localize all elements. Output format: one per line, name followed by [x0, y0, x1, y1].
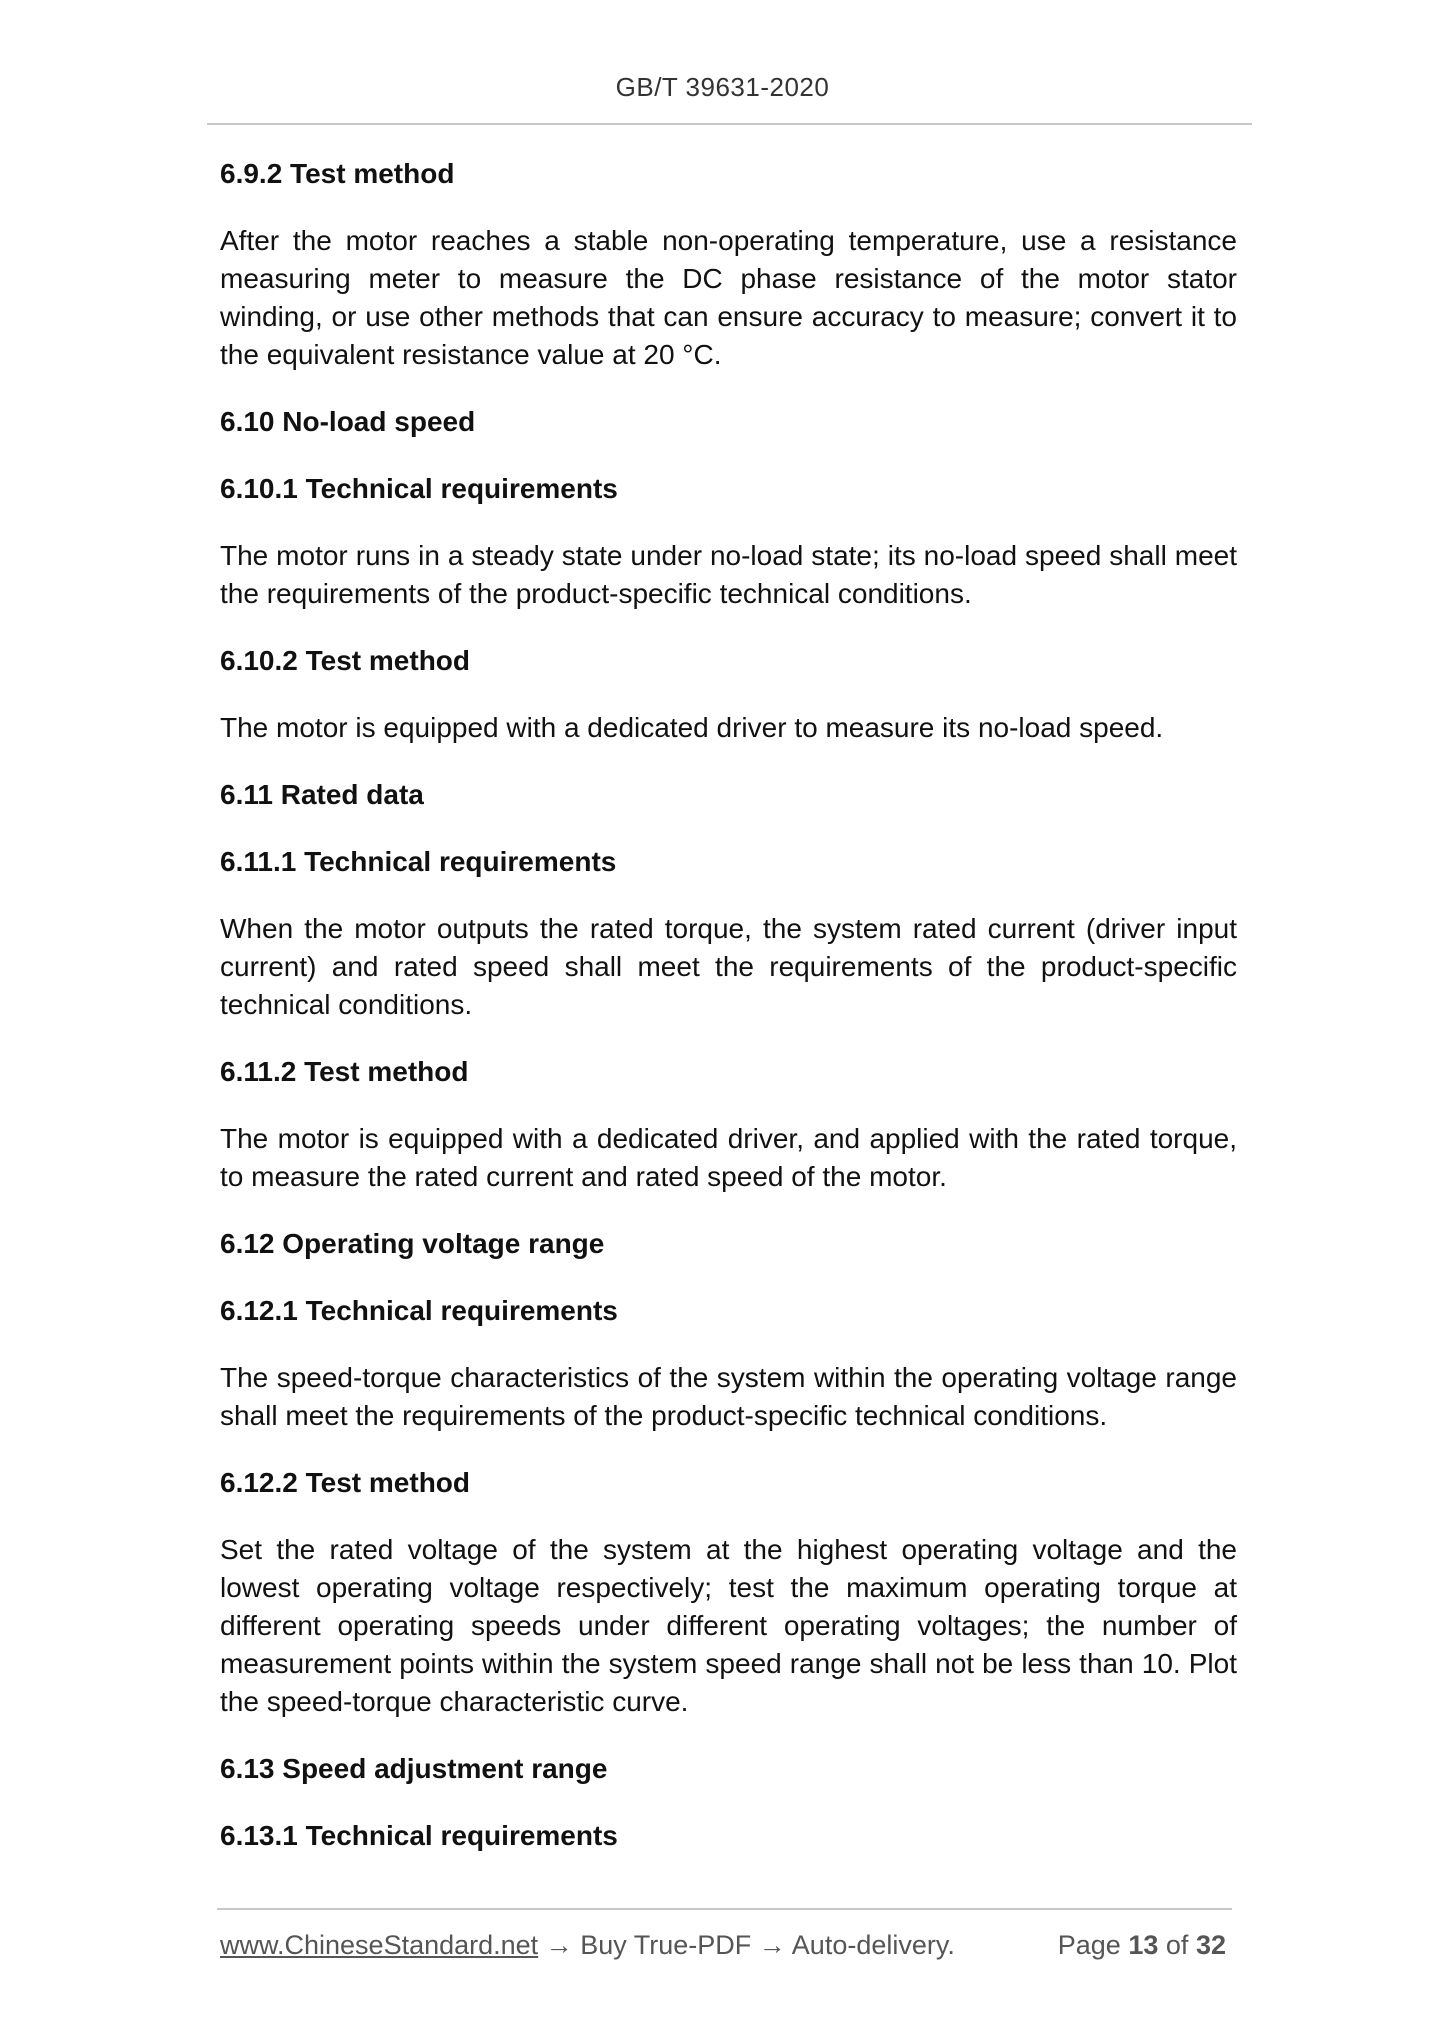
section-heading-6-10-1: 6.10.1 Technical requirements [220, 473, 618, 504]
section-heading-6-12-2: 6.12.2 Test method [220, 1467, 471, 1498]
website-link[interactable]: www.ChineseStandard.net [220, 1930, 539, 1960]
section-heading-6-13: 6.13 Speed adjustment range [220, 1753, 608, 1784]
paragraph-6-11-2: The motor is equipped with a dedicated driver, and applied with the rated torque, to measure the rated current and rated speed of the motor. [220, 1123, 1237, 1192]
page-label: Page [1057, 1930, 1121, 1960]
auto-delivery-text: Auto-delivery. [791, 1930, 955, 1960]
paragraph-6-9-2: After the motor reaches a stable non-operating temperature, use a resistance measuring meter to measure the DC phase resistance of the motor stator winding, or use other methods that can ensure accuracy to measure; convert it to the equivalent resistance value at 20 °C. [220, 225, 1237, 370]
section-heading-6-11-1: 6.11.1 Technical requirements [220, 846, 617, 877]
section-heading-6-10-2: 6.10.2 Test method [220, 645, 471, 676]
paragraph-6-12-2: Set the rated voltage of the system at the highest operating voltage and the lowest operating voltage respectively; test the maximum operating torque at different operating speeds under different operating voltages; the number of measurement points within the system speed range shall not be less than 10. Plot the speed-torque characteristic curve. [220, 1534, 1237, 1717]
section-heading-6-11-2: 6.11.2 Test method [220, 1056, 469, 1087]
paragraph-6-11-1: When the motor outputs the rated torque, the system rated current (driver input current) and rated speed shall meet the requirements of the product-specific technical conditions. [220, 913, 1237, 1020]
buy-true-pdf-text: Buy True-PDF [580, 1930, 752, 1960]
arrow-right-icon: → [545, 1930, 573, 1960]
page-current-number: 13 [1128, 1930, 1159, 1960]
of-label: of [1165, 1930, 1189, 1960]
page-footer [220, 1926, 1232, 1964]
section-heading-6-11: 6.11 Rated data [220, 779, 424, 810]
header-divider [207, 123, 1252, 125]
page-indicator [1058, 1926, 1226, 1964]
document-body [220, 155, 1237, 1884]
paragraph-6-12-1: The speed-torque characteristics of the system within the operating voltage range shall meet the requirements of the product-specific technical conditions. [220, 1362, 1237, 1431]
footer-divider [217, 1908, 1232, 1910]
paragraph-6-10-2: The motor is equipped with a dedicated driver to measure its no-load speed. [220, 712, 1164, 743]
section-heading-6-9-2: 6.9.2 Test method [220, 158, 455, 189]
paragraph-6-10-1: The motor runs in a steady state under no-load state; its no-load speed shall meet the requirements of the product-specific technical conditions. [220, 540, 1237, 609]
section-heading-6-12-1: 6.12.1 Technical requirements [220, 1295, 618, 1326]
section-heading-6-13-1: 6.13.1 Technical requirements [220, 1820, 618, 1851]
page-total-number: 32 [1195, 1930, 1226, 1960]
document-header-id: GB/T 39631-2020 [615, 72, 830, 102]
section-heading-6-10: 6.10 No-load speed [220, 406, 476, 437]
arrow-right-icon: → [758, 1930, 786, 1960]
section-heading-6-12: 6.12 Operating voltage range [220, 1228, 605, 1259]
